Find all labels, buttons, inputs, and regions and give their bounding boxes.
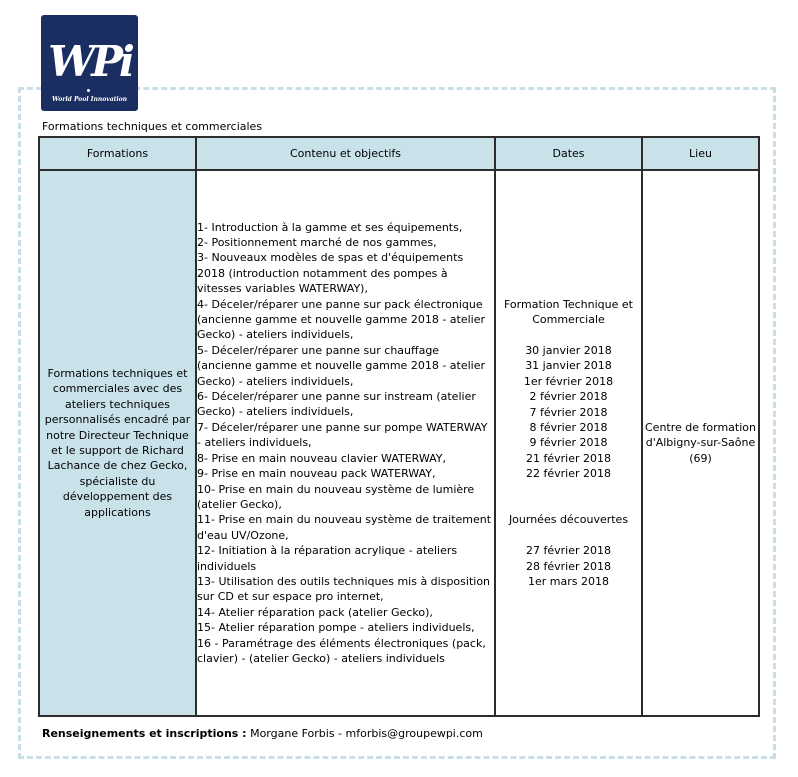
table-header-row: [39, 137, 759, 170]
date-item: 30 janvier 2018: [525, 343, 612, 357]
date-item: 21 février 2018: [525, 451, 611, 465]
objective-item: 15- Atelier réparation pompe - ateliers individuels,: [197, 621, 475, 635]
date-item: 7 février 2018: [529, 405, 608, 419]
footer-label: Renseignements et inscriptions :: [42, 727, 247, 740]
dates-spacer: [496, 528, 641, 543]
contenu-cell: [196, 170, 495, 716]
document-title: Formations techniques et commerciales: [42, 120, 263, 133]
objective-item: 16 - Paramétrage des éléments électroniques (pack, clavier) - (atelier Gecko) - ateliers individuels: [197, 636, 486, 665]
dates-group-title: Journées découvertes: [508, 513, 629, 527]
objective-item: 1- Introduction à la gamme et ses équipements,: [197, 220, 463, 234]
objective-item: 9- Prise en main nouveau pack WATERWAY,: [197, 467, 436, 481]
objective-item: 8- Prise en main nouveau clavier WATERWAY,: [197, 451, 447, 465]
header-dates: Dates: [495, 137, 642, 170]
logo-mark: WPi: [48, 37, 131, 86]
training-table: [38, 136, 760, 717]
table-row: [39, 170, 759, 716]
date-item: 1er février 2018: [523, 374, 614, 388]
dates-cell: [495, 170, 642, 716]
objective-item: 6- Déceler/réparer une panne sur instream (atelier Gecko) - ateliers individuels,: [197, 390, 476, 419]
objective-item: 7- Déceler/réparer une panne sur pompe WATERWAY - ateliers individuels,: [197, 420, 488, 450]
objective-item: 3- Nouveaux modèles de spas et d'équipements 2018 (introduction notamment des pompes à vitesses variables WATERWAY),: [197, 251, 464, 296]
wpi-logo: [41, 15, 138, 111]
date-item: 9 février 2018: [529, 436, 608, 450]
date-item: 8 février 2018: [529, 420, 608, 434]
objective-item: 5- Déceler/réparer une panne sur chauffage (ancienne gamme et nouvelle gamme 2018 - atelier Gecko) - ateliers individuels,: [197, 343, 486, 388]
footer-contact: [42, 727, 483, 741]
footer-contact-details: Morgane Forbis - mforbis@groupewpi.com: [250, 727, 483, 740]
objective-item: 10- Prise en main du nouveau système de lumière (atelier Gecko),: [197, 482, 475, 511]
formations-cell: Formations techniques et commerciales avec des ateliers techniques personnalisés encadré par notre Directeur Technique et le support de Richard Lachance de chez Gecko, spécialiste du développement des applications: [39, 170, 196, 716]
date-item: 27 février 2018: [525, 544, 611, 558]
logo-tagline: World Pool Innovation: [51, 96, 128, 103]
date-item: 22 février 2018: [525, 467, 611, 481]
header-lieu: Lieu: [642, 137, 759, 170]
objective-item: 14- Atelier réparation pack (atelier Gecko),: [197, 605, 433, 619]
objective-item: 2- Positionnement marché de nos gammes,: [197, 236, 437, 250]
date-item: 28 février 2018: [525, 559, 611, 573]
date-item: 31 janvier 2018: [525, 359, 612, 373]
dates-spacer: [496, 327, 641, 342]
objective-item: 13- Utilisation des outils techniques mis à disposition sur CD et sur espace pro internet,: [197, 574, 491, 604]
date-item: 1er mars 2018: [528, 574, 609, 588]
date-item: 2 février 2018: [529, 390, 608, 404]
dates-group-title: Formation Technique et Commerciale: [504, 297, 633, 327]
header-formations: Formations: [39, 137, 196, 170]
logo-dot: [87, 89, 90, 92]
dates-spacer: [496, 497, 641, 512]
lieu-cell: Centre de formation d'Albigny-sur-Saône (69): [642, 170, 759, 716]
objective-item: 11- Prise en main du nouveau système de traitement d'eau UV/Ozone,: [197, 513, 492, 542]
objective-item: 12- Initiation à la réparation acrylique - ateliers individuels: [197, 544, 458, 573]
dates-spacer: [496, 482, 641, 497]
header-contenu: Contenu et objectifs: [196, 137, 495, 170]
objective-item: 4- Déceler/réparer une panne sur pack électronique (ancienne gamme et nouvelle gamme 2018 - atelier Gecko) - ateliers individuels,: [197, 297, 486, 342]
